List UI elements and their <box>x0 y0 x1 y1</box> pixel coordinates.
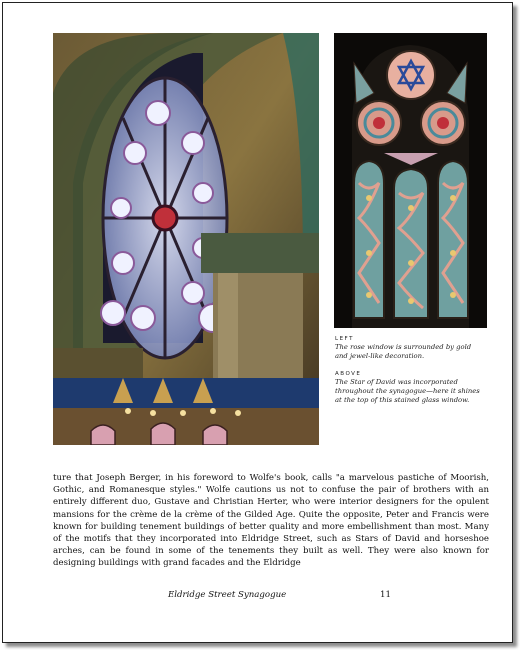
caption-left-text: The rose window is surrounded by gold and jewel-like decoration. <box>335 343 472 360</box>
page-number: 11 <box>380 590 391 600</box>
running-footer-title: Eldridge Street Synagogue <box>168 590 287 600</box>
photo-captions <box>335 335 485 414</box>
caption-left-heading: LEFT <box>335 336 354 342</box>
caption-above-heading: ABOVE <box>335 371 362 377</box>
caption-above-text: The Star of David was incorporated throughout the synagogue—here it shines at the top of this stained glass window. <box>335 378 480 404</box>
body-paragraph: ture that Joseph Berger, in his foreword to Wolfe's book, calls "a marvelous pastiche of Moorish, Gothic, and Romanesque styles." Wolfe cautions us not to confuse the pair of brothers with an entirely different duo, Gustave and Christian Herter, who were interior designers for the opulent mansions for the crème de la crème of the Gilded Age. Quite the opposite, Peter and Francis were known for building tenement buildings of better quality and more embellishment than most. Many of the motifs that they incorporated into Eldridge Street, such as Stars of David and horseshoe arches, can be found in some of the tenements they built as well. They were also known for designing buildings with grand facades and the Eldridge <box>53 473 489 569</box>
rose-window-photo <box>53 33 319 445</box>
star-of-david-window-photo <box>334 33 487 328</box>
